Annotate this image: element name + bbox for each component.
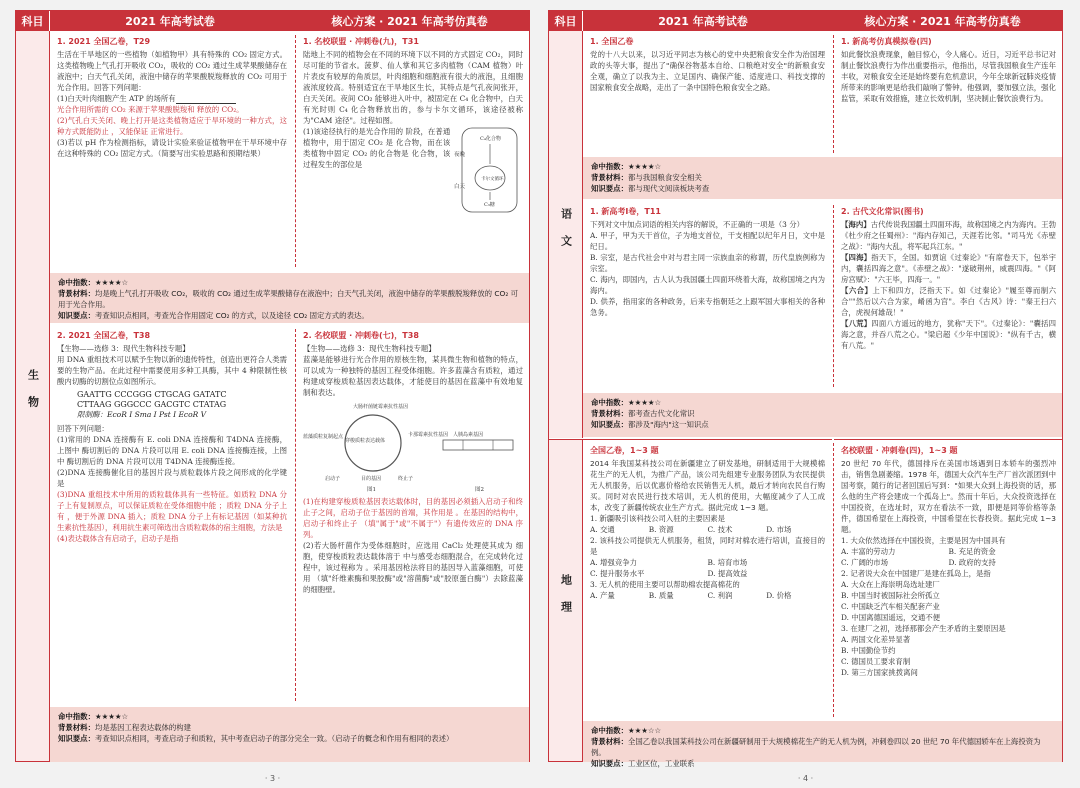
diagram-label-sugar: C₃糖 <box>484 202 496 208</box>
option: C. 中国缺乏汽车相关配套产业 <box>841 602 940 611</box>
knowledge-note: 考查知识点相同，考查光合作用固定 CO₂ 的方式，以及途径 CO₂ 固定方式的表达。 <box>94 311 369 320</box>
sub-question: 1. 新疆吸引该科技公司入驻的主要因素是 <box>590 514 726 523</box>
background-note: 都与我国粮食安全相关 <box>627 173 702 182</box>
svg-text:穿梭质粒表达载体: 穿梭质粒表达载体 <box>345 438 386 444</box>
plasmid-diagram <box>303 398 523 493</box>
question-cell <box>583 439 832 721</box>
diagram-label-c4: C₄化合物 <box>480 136 502 142</box>
svg-text:蓝藻质粒复制起点: 蓝藻质粒复制起点 <box>303 434 344 440</box>
culture-item: 【八荒】四面八方遥远的地方，犹称"天下"。《过秦论》："囊括四海之意，并吞八荒之心。"梁启超《少年中国说》："纵有千古，横有八荒。" <box>841 319 1056 350</box>
svg-text:人胰岛素基因: 人胰岛素基因 <box>453 432 484 438</box>
subject-column <box>549 31 583 438</box>
question-cell <box>50 325 294 705</box>
subject-label: 生物 <box>26 369 40 423</box>
option: C. 德国员工要求育制 <box>841 657 911 666</box>
sub-question: (3)DNA 重组技术中所用的质粒载体具有一些特征。如质粒 DNA 分子上有复制原点，可以保证质粒在受体细胞中能 ；质粒 DNA 分子上有 ，便于外源 DNA 插入；质粒 DNA 分子上有标记基因（如某种抗生素抗性基因），利用抗生素可筛选出含质粒载体的宿主细胞，方法是 <box>57 490 287 532</box>
analysis-summary: 命中指数：★★★★☆ 背景材料：都与我国粮食安全相关 知识要点：都与现代文阅读板块考查 <box>583 157 1062 199</box>
background-note: 全国乙卷以我国某科技公司在新疆研制用于大规模棉花生产的无人机为例，冲刺卷四以 20 世纪 70 年代德国轿车在上海投资为例。 <box>591 737 1041 757</box>
subject-label: 语文 <box>559 207 573 262</box>
header-exam: 2021 年高考试卷 <box>125 15 215 28</box>
sub-question: (2)气孔白天关闭、晚上打开是这类植物适应于旱环境的一种方式，这种方式既能防止 ，又能保证 正常进行。 <box>57 116 287 136</box>
mock-stem: 20 世纪 70 年代，德国排斥在美国市场遇到日本轿车的强烈冲击，销售急剧萎缩。1978 年，德国大众汽车生产厂首次派团到中国考察，随行的记者回国后写到："如果大众到上海投资的话，那么他的生产将会建成一个孤岛上"。然而十年后，大众投资选择在中国投资，在选址时，双方在看法不一致，即便是同等价格等条件，德国希望在上海投资，中国希望在长春投资。据此完成 1~3 题。 <box>841 459 1056 534</box>
page-right <box>548 10 1063 783</box>
page-number: · 4 · <box>797 774 814 783</box>
knowledge-note: 工业区位，工业联系 <box>627 759 695 768</box>
options: A. 产量 B. 质量 C. 利润 D. 价格 <box>590 591 792 600</box>
subject-column <box>549 439 583 761</box>
diagram-label-day: 白天 <box>454 184 466 190</box>
diagram-label-calvin: 卡尔文循环 <box>481 177 504 182</box>
option-a: A. 甲子，甲为天干首位，子为地支首位，干支相配以纪年月日，文中是纪日。 <box>590 231 825 251</box>
sub-question: (2)若大肠杆菌作为受体细胞时，应选用 CaCl₂ 处理使其成为 细胞，使穿梭质粒表达载体溶于 中与感受态细胞混合，在完成转化过程中，该过程称为 。采用基因枪法将目的基因导入蓝藻细胞，可使用 （填"纤维素酶和果胶酶"或"溶菌酶"或"胶原蛋白酶"）去除蓝藻的细胞壁。 <box>303 541 523 594</box>
figure-caption: 图1 <box>367 487 376 493</box>
mock-source: 2. 古代文化常识(图书) <box>841 207 924 216</box>
knowledge-note: 都与现代文阅读板块考查 <box>627 184 710 193</box>
options: A. 增强竞争力 B. 培育市场 C. 提升服务水平 D. 提高效益 <box>590 558 748 578</box>
page-left <box>15 10 530 783</box>
question-source: 1. 新高考Ⅰ卷，T11 <box>590 207 661 216</box>
knowledge-note: 考查知识点相同，考查启动子和质粒，其中考查启动子的部分完全一致。（启动子的概念和作用有相同的表述） <box>94 734 454 743</box>
sub-question: (1)白天叶肉细胞产生 ATP 的场所有 <box>57 93 287 104</box>
question-cell <box>583 31 832 155</box>
mock-topic: 【生物——选修 3：现代生物科技专题】 <box>303 344 436 353</box>
hit-stars: ★★★★☆ <box>627 398 662 407</box>
mock-cell <box>834 439 1063 721</box>
sub-question: (1)在构建穿梭质粒基因表达载体时，目的基因必须插入启动子和终止子之间，启动子位于基因的首端，其作用是 。在基因的结构中，启动子和终止子 （填"属于"或"不属于"）有遗传效应的 DNA 序列。 <box>303 497 523 539</box>
options: A. 交通 B. 资源 C. 技术 D. 市场 <box>590 525 792 534</box>
question-source: 1. 全国乙卷 <box>590 37 634 46</box>
question-stem: 生活在干旱地区的一些植物（如植物甲）具有特殊的 CO₂ 固定方式。这类植物晚上气孔打开吸收 CO₂，吸收的 CO₂ 通过生成苹果酸储存在液泡中；白天气孔关闭，液泡中储存的苹果酸脱羧释放的 CO₂ 可用于光合作用。回答下列问题： <box>57 50 287 92</box>
sub-question: 回答下列问题： <box>57 424 109 433</box>
sub-question: (1)该途径执行的是光合作用的 阶段，在普通植物中，用于固定 CO₂ 是 化合物，而在该类植物中固定 CO₂ 的化合物是 化合物，该过程发生的部位是 <box>303 127 451 169</box>
question-topic: 【生物——选修 3：现代生物科技专题】 <box>57 344 190 353</box>
option-d: D. 供养，指用家的各种政务，后来专指朝廷之上跟军国大事相关的各种急务。 <box>590 297 825 317</box>
svg-text:启动子: 启动子 <box>325 476 341 482</box>
dna-sequences: GAATTG CCCGGG CTGCAG GATATC CTTAAG GGGCCC GACGTC CTATAG 限制酶：EcoR Ⅰ Sma Ⅰ Pst Ⅰ EcoR Ⅴ <box>77 390 227 419</box>
mock-cell <box>834 31 1063 155</box>
svg-text:大肠杆菌链霉素抗性基因: 大肠杆菌链霉素抗性基因 <box>353 404 409 410</box>
svg-text:终止子: 终止子 <box>398 476 414 482</box>
page-header <box>549 11 1062 31</box>
analysis-summary: 命中指数：★★★★☆ 背景材料：均是晚上气孔打开吸收 CO₂，吸收的 CO₂ 通过生成苹果酸储存在液泡中；白天气孔关闭，液泡中储存的苹果酸脱羧释放的 CO₂ 可用于光合作用。 知识要点：考查知识点相同，考查光合作用固定 CO₂ 的方式，以及途径 CO₂ 固定方式的表达。 <box>50 273 529 323</box>
mock-stem: 陆地上不同的植物会在不同的环境下以不同的方式固定 CO₂，同时尽可能的节省水。菠萝、仙人掌和其它多肉植物（CAM 植物）叶片表皮有较厚的角质层，叶肉细胞和细胞液有很大的液泡，且细胞液浓度较高。特别适宜在干旱地区生长，其特点是气孔夜间张开，白天关闭。夜间 CO₂ 能够进入叶中，被固定在 C₄ 化合物中，白天有光时则 C₄ 化合物释放出的，参与卡尔文循环，该途径被称为"CAM 途径"。过程如图。 <box>303 50 523 125</box>
mock-source: 名校联盟 · 冲刺卷(四)，1~3 题 <box>841 446 958 455</box>
question-stem: 2014 年我国某科技公司在新疆建立了研发基地，研制适用于大规模棉花生产的无人机，为推广产品，该公司先组建专业服务团队为农民提供无人机服务，后以优惠价格给农民销售无人机，最后才转向农民自行购买。同时对农民进行技术培训，无人机的使用，大幅度减少了人工成本，改变了新疆传统农业生产方式。据此完成 1~3 题。 <box>590 459 825 512</box>
question-source: 2. 2021 全国乙卷，T38 <box>57 331 151 340</box>
option-b: B. 宗室，是古代社会中对与君主同一宗族血亲的称谓，历代皇族例称为宗室。 <box>590 253 825 273</box>
svg-text:目的基因: 目的基因 <box>361 476 382 482</box>
culture-item: 【四海】指天下，全国。如贾谊《过秦论》"有席卷天下，包举宇内，囊括四海之意"。《赤壁之战》："遂破荆州，威震四海。"《阿房宫赋》："六王毕，四海一。" <box>841 253 1056 284</box>
sub-question: 3. 在建厂之初，选择那都会产生矛盾的主要原因是 <box>841 624 1006 633</box>
mock-cell <box>296 31 530 271</box>
sub-question: (4)表达载体含有启动子，启动子是指 <box>57 534 179 543</box>
option: B. 中国当时被国际社会所孤立 <box>841 591 940 600</box>
page-header <box>16 11 529 31</box>
hit-stars: ★★★★☆ <box>94 712 129 721</box>
question-stem: 用 DNA 重组技术可以赋予生物以新的遗传特性，创造出更符合人类需要的生物产品。在此过程中需要使用多种工具酶，其中 4 种限制性核酸内切酶的切割位点如图所示。 <box>57 355 287 386</box>
analysis-summary: 命中指数：★★★★☆ 背景材料：均是基因工程表达载体的构建 知识要点：考查知识点相同，考查启动子和质粒，其中考查启动子的部分完全一致。（启动子的概念和作用有相同的表述） <box>50 707 529 762</box>
sub-question: (2)DNA 连接酶催化目的基因片段与质粒载体片段之间形成的化学键是 <box>57 468 287 488</box>
background-note: 都考查古代文化常识 <box>627 409 695 418</box>
question-stem: 党的十八大以来，以习近平同志为核心的党中央把粮食安全作为治国理政的头等大事，提出了"确保谷物基本自给、口粮绝对安全"的新粮食安全观，确立了以我为主、立足国内、确保产能、适度进口、科技支撑的国家粮食安全战略，走出了一条中国特色粮食安全之路。 <box>590 50 825 92</box>
question-cell <box>50 31 294 271</box>
analysis-summary: 命中指数：★★★★☆ 背景材料：都考查古代文化常识 知识要点：都涉及"海内"这一知识点 <box>583 393 1062 437</box>
sub-question: 光合作用所需的 CO₂ 来源于苹果酸脱羧和 释放的 CO₂。 <box>57 105 244 114</box>
cam-pathway-diagram <box>454 126 523 216</box>
options: A. 丰富的劳动力 B. 充足的资金 C. 广阔的市场 D. 政府的支持 <box>841 547 996 567</box>
page-number: · 3 · <box>264 774 281 783</box>
culture-item: 【海内】古代传说我国疆土四面环海，故称国境之内为海内。王勃《杜少府之任蜀州》："海内存知己，天涯若比邻。"司马光《赤壁之战》："海内大乱，将军起兵江东。" <box>841 220 1056 251</box>
option-c: C. 海内，即国内，古人认为我国疆土四面环绕着大海，故称国境之内为海内。 <box>590 275 825 295</box>
sub-question: (1)常用的 DNA 连接酶有 E. coli DNA 连接酶和 T4DNA 连接酶，上图中 酶切割后的 DNA 片段可以用 E. coli DNA 连接酶连接，上图中 酶切割后的 DNA 片段可以用 T4DNA 连接酶连接。 <box>57 435 287 466</box>
hit-stars: ★★★★☆ <box>94 278 129 287</box>
header-subject: 科目 <box>549 11 583 31</box>
header-exam: 2021 年高考试卷 <box>658 15 748 28</box>
culture-item: 【六合】上下和四方，泛指天下。如《过秦论》"履至尊而制六合""然后以六合为家，崤函为宫"。李白《古风》诗："秦王扫六合，虎视何雄哉！" <box>841 286 1056 317</box>
analysis-summary: 命中指数：★★★☆☆ 背景材料：全国乙卷以我国某科技公司在新疆研制用于大规模棉花生产的无人机为例，冲刺卷四以 20 世纪 70 年代德国轿车在上海投资为例。 知识要点：工业区位，工业联系 <box>583 721 1062 762</box>
mock-stem: 如此餐饮浪费现象，触目惊心，令人痛心。近日，习近平总书记对制止餐饮浪费行为作出重要指示，他指出，尽管我国粮食生产连年丰收，对粮食安全还是始终要有危机意识，今年全球新冠肺炎疫情所带来的影响更是给我们敲响了警钟。他强调，要加强立法，强化监管，采取有效措施，建立长效机制，坚决制止餐饮浪费行为。 <box>841 50 1056 103</box>
option: A. 大众在上海崇明岛选址建厂 <box>841 580 940 589</box>
question-source: 全国乙卷，1~3 题 <box>590 446 659 455</box>
header-mock: 核心方案 · 2021 年高考仿真卷 <box>864 15 1021 28</box>
option: D. 第三方国家挑拨离间 <box>841 668 918 677</box>
option: B. 中国勤俭节约 <box>841 646 896 655</box>
question-cell <box>583 201 832 391</box>
svg-text:卡那霉素抗性基因: 卡那霉素抗性基因 <box>408 432 449 438</box>
subject-label: 地理 <box>559 573 573 628</box>
sub-question: 3. 无人机的使用主要可以帮助棉农提高棉花的 <box>590 580 740 589</box>
question-source: 1. 2021 全国乙卷，T29 <box>57 37 151 46</box>
background-note: 均是晚上气孔打开吸收 CO₂，吸收的 CO₂ 通过生成苹果酸储存在液泡中；白天气孔关闭，液泡中储存的苹果酸脱羧释放的 CO₂ 可用于光合作用。 <box>58 289 519 309</box>
header-mock: 核心方案 · 2021 年高考仿真卷 <box>331 15 488 28</box>
figure-caption: 图2 <box>475 487 484 493</box>
background-note: 均是基因工程表达载体的构建 <box>94 723 192 732</box>
option: A. 两国文化差异显著 <box>841 635 911 644</box>
diagram-label-night: 夜晚 <box>454 152 466 158</box>
subject-column <box>16 31 50 761</box>
mock-source: 1. 新高考仿真模拟卷(四) <box>841 37 932 46</box>
mock-cell <box>296 325 530 705</box>
mock-source: 2. 名校联盟 · 冲刺卷(七)，T38 <box>303 331 419 340</box>
sub-question: (3)若以 pH 作为检测指标，请设计实验来验证植物甲在干旱环境中存在这种特殊的 CO₂ 固定方式。（简要写出实验思路和预期结果） <box>57 138 287 158</box>
sub-question: 2. 记者说大众在中国建厂是建在孤岛上，是指 <box>841 569 991 578</box>
hit-stars: ★★★★☆ <box>627 162 662 171</box>
mock-cell <box>834 201 1063 391</box>
knowledge-note: 都涉及"海内"这一知识点 <box>627 420 709 429</box>
hit-stars: ★★★☆☆ <box>627 726 662 735</box>
sub-question: 2. 该科技公司提供无人机服务，租赁，同时对棉农进行培训，直接目的是 <box>590 536 825 556</box>
header-subject: 科目 <box>16 11 50 31</box>
sub-question: 1. 大众依然选择在中国投资，主要是因为中国具有 <box>841 536 1006 545</box>
question-stem: 下列对文中加点词语的相关内容的解说，不正确的一项是（3 分） <box>590 220 804 229</box>
mock-stem: 蓝藻是能够进行光合作用的原核生物，某具微生物和植物的特点，可以成为一种独特的基因工程受体细胞。许多蓝藻含有质粒，通过构建成穿梭质粒基因表达载体，才能使目的基因在蓝藻中有效地复制和表达。 <box>303 355 523 397</box>
mock-source: 1. 名校联盟 · 冲刺卷(九)，T31 <box>303 37 419 46</box>
option: D. 中国离德国遥远，交通不便 <box>841 613 941 622</box>
